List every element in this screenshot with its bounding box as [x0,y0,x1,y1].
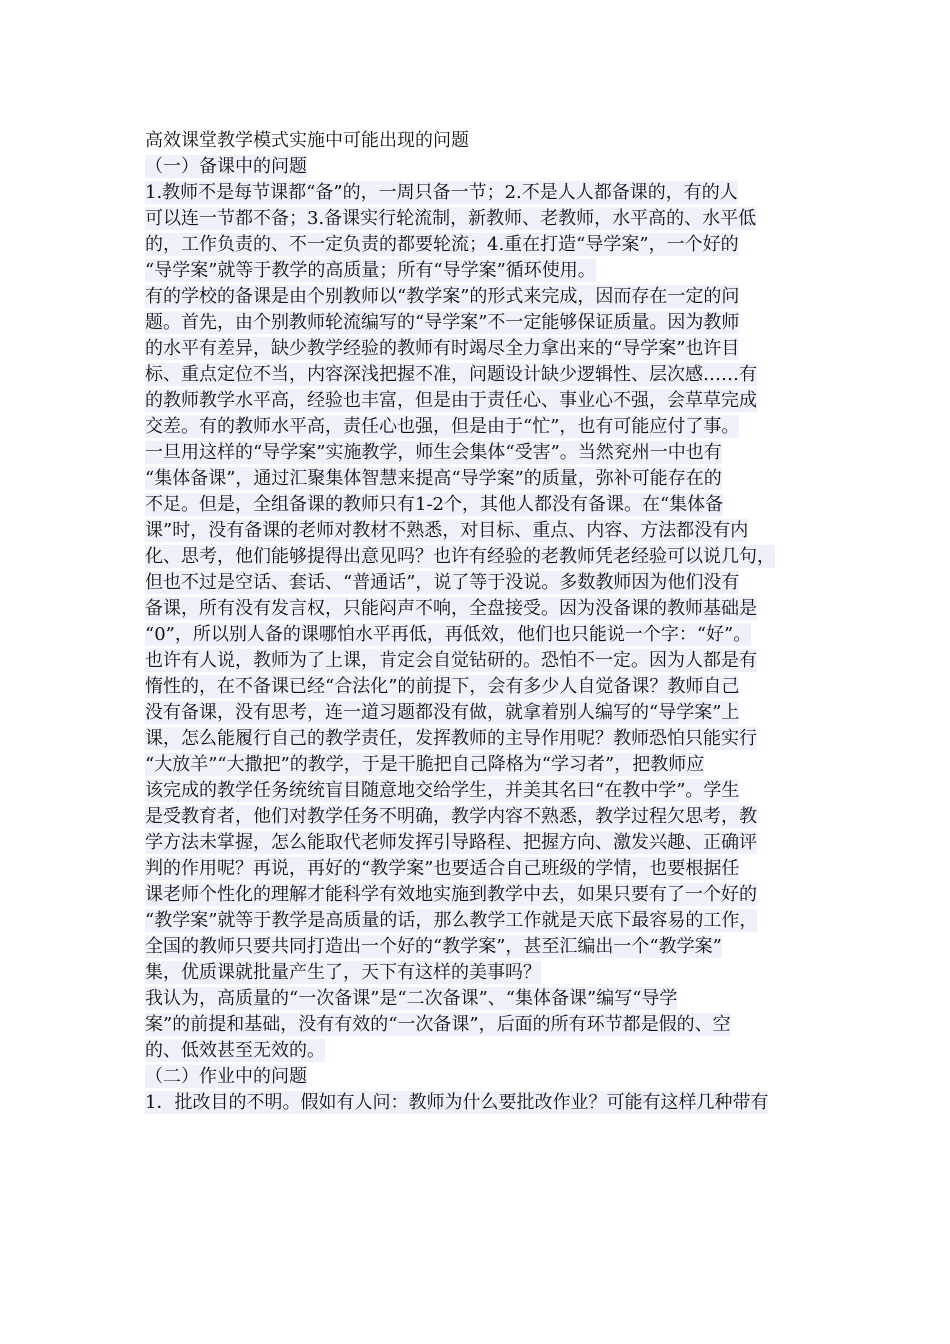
text-line [145,908,825,934]
line-text: 化、思考，他们能够提得出意见吗？也许有经验的老教师凭老经验可以说几句， [145,546,775,567]
line-text: “集体备课”，通过汇聚集体智慧来提高“导学案”的质量，弥补可能存在的 [145,468,722,489]
text-line [145,544,825,570]
text-line [145,570,825,596]
text-line [145,622,825,648]
line-text: 有的学校的备课是由个别教师以“教学案”的形式来完成，因而存在一定的问 [145,286,740,307]
text-line [145,440,825,466]
text-line [145,492,825,518]
text-line [145,986,825,1012]
line-text: 的水平有差异，缺少教学经验的教师有时竭尽全力拿出来的“导学案”也许目 [145,338,740,359]
text-line [145,830,825,856]
text-line [145,726,825,752]
line-text: 的，工作负责的、不一定负责的都要轮流；4.重在打造“导学案”，一个好的 [145,234,739,255]
text-line [145,362,825,388]
text-line [145,284,825,310]
line-text: 也许有人说，教师为了上课，肯定会自觉钻研的。恐怕不一定。因为人都是有 [145,650,757,671]
line-text: 是受教育者，他们对教学任务不明确，教学内容不熟悉，教学过程欠思考，教 [145,806,757,827]
line-text: 备课，所有没有发言权，只能闷声不响，全盘接受。因为没备课的教师基础是 [145,598,757,619]
line-text: 我认为，高质量的“一次备课”是“二次备课”、“集体备课”编写“导学 [145,988,678,1009]
line-text: “0”，所以别人备的课哪怕水平再低，再低效，他们也只能说一个字：“好”。 [145,624,752,645]
line-text: 的、低效甚至无效的。 [145,1040,325,1061]
line-text: 不足。但是，全组备课的教师只有1-2个，其他人都没有备课。在“集体备 [145,494,724,515]
text-line [145,778,825,804]
text-line [145,882,825,908]
text-line [145,804,825,830]
line-text: 惰性的，在不备课已经“合法化”的前提下，会有多少人自觉备课？教师自己 [145,676,740,697]
text-line [145,414,825,440]
line-text: （一）备课中的问题 [145,156,307,177]
text-line [145,648,825,674]
line-text: 一旦用这样的“导学案”实施教学，师生会集体“受害”。当然兖州一中也有 [145,442,722,463]
text-line [145,674,825,700]
text-line [145,960,825,986]
line-text: 可以连一节都不备；3.备课实行轮流制，新教师、老教师，水平高的、水平低 [145,208,757,229]
text-line [145,310,825,336]
text-line [145,934,825,960]
line-text: 1．批改目的不明。假如有人问：教师为什么要批改作业？可能有这样几种带有 [145,1092,769,1113]
text-line [145,466,825,492]
line-text: 的教师教学水平高，经验也丰富，但是由于责任心、事业心不强，会草草完成 [145,390,757,411]
text-line [145,180,825,206]
line-text: 判的作用呢？再说，再好的“教学案”也要适合自己班级的学情，也要根据任 [145,858,740,879]
line-text: “导学案”就等于教学的高质量；所有“导学案”循环使用。 [145,260,596,281]
text-line [145,596,825,622]
line-text: 没有备课，没有思考，连一道习题都没有做，就拿着别人编写的“导学案”上 [145,702,740,723]
line-text: 课”时，没有备课的老师对教材不熟悉，对目标、重点、内容、方法都没有内 [145,520,749,541]
line-text: 该完成的教学任务统统盲目随意地交给学生，并美其名曰“在教中学”。学生 [145,780,740,801]
line-text: （二）作业中的问题 [145,1066,307,1087]
text-line [145,856,825,882]
line-text: 学方法未掌握，怎么能取代老师发挥引导路程、把握方向、激发兴趣、正确评 [145,832,757,853]
text-line [145,336,825,362]
line-text: 案”的前提和基础，没有有效的“一次备课”，后面的所有环节都是假的、空 [145,1014,731,1035]
text-line [145,1038,825,1064]
line-text: 题。首先，由个别教师轮流编写的“导学案”不一定能够保证质量。因为教师 [145,312,740,333]
line-text: “大放羊”“大撒把”的教学，于是干脆把自己降格为“学习者”，把教师应 [145,754,705,775]
text-line [145,258,825,284]
text-line [145,1012,825,1038]
line-text: 高效课堂教学模式实施中可能出现的问题 [145,130,469,151]
line-text: 全国的教师只要共同打造出一个好的“教学案”，甚至汇编出一个“教学案” [145,936,722,957]
text-line [145,700,825,726]
text-line [145,518,825,544]
line-text: 1.教师不是每节课都“备”的，一周只备一节；2.不是人人都备课的，有的人 [145,182,738,203]
line-text: 集，优质课就批量产生了，天下有这样的美事吗？ [145,962,541,983]
text-line [145,1090,825,1116]
line-text: 课，怎么能履行自己的教学责任，发挥教师的主导作用呢？教师恐怕只能实行 [145,728,757,749]
line-text: 但也不过是空话、套话、“普通话”，说了等于没说。多数教师因为他们没有 [145,572,740,593]
text-line [145,232,825,258]
line-text: 课老师个性化的理解才能科学有效地实施到教学中去，如果只要有了一个好的 [145,884,757,905]
text-line [145,388,825,414]
line-text: “教学案”就等于教学是高质量的话，那么教学工作就是天底下最容易的工作， [145,910,758,931]
line-text: 标、重点定位不当，内容深浅把握不准，问题设计缺少逻辑性、层次感……有 [145,364,757,385]
text-line [145,206,825,232]
document-title [145,128,825,154]
section-heading [145,1064,825,1090]
text-line [145,752,825,778]
line-text: 交差。有的教师水平高，责任心也强，但是由于“忙”，也有可能应付了事。 [145,416,740,437]
document-body [145,128,825,1116]
section-heading [145,154,825,180]
